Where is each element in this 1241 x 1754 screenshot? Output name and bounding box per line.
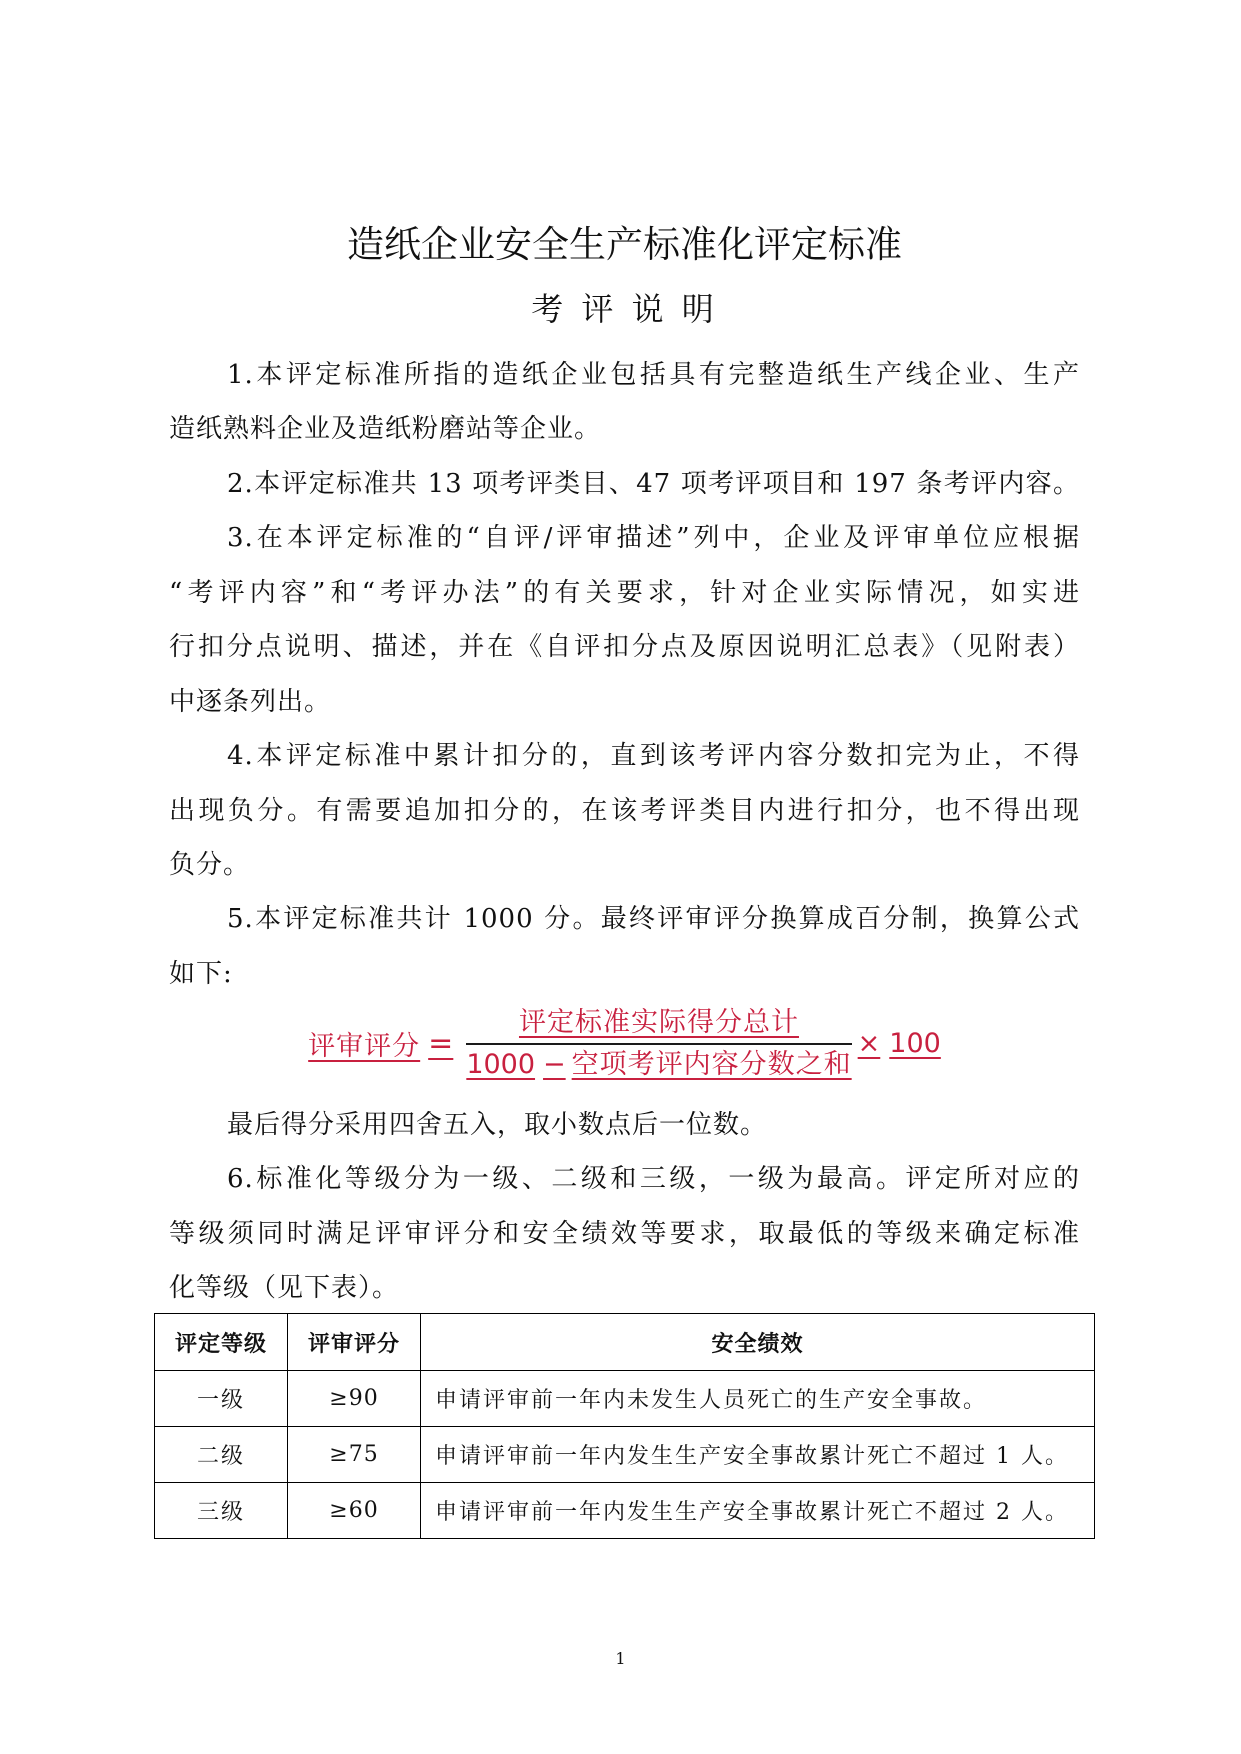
grade-table — [154, 1313, 1095, 1539]
formula-multiplier: 100 — [889, 1028, 941, 1059]
paragraph-line: 中逐条列出。 — [169, 686, 332, 717]
paragraph-line: 1.本评定标准所指的造纸企业包括具有完整造纸生产线企业、生产 — [227, 360, 1080, 390]
paragraph-line: 造纸熟料企业及造纸粉磨站等企业。 — [169, 414, 602, 445]
paragraph-line: “考评内容”和“考评办法”的有关要求，针对企业实际情况，如实进 — [169, 577, 1080, 608]
paragraph-line: 2.本评定标准共 13 项考评类目、47 项考评项目和 197 条考评内容。 — [227, 468, 1080, 499]
paragraph-line: 4.本评定标准中累计扣分的，直到该考评内容分数扣完为止，不得 — [227, 741, 1080, 772]
formula-denominator — [466, 1045, 851, 1085]
formula-minus: − — [543, 1048, 566, 1080]
cell-grade: 一级 — [155, 1371, 288, 1427]
paragraph-line: 最后得分采用四舍五入，取小数点后一位数。 — [227, 1110, 768, 1140]
cell-performance: 申请评审前一年内发生生产安全事故累计死亡不超过 1 人。 — [421, 1427, 1095, 1483]
table-row — [155, 1483, 1095, 1539]
paragraph-line: 化等级（见下表）。 — [169, 1273, 400, 1304]
header-score: 评审评分 — [288, 1314, 421, 1371]
formula-lhs: 评审评分 — [308, 1031, 421, 1062]
paragraph-line: 等级须同时满足评审评分和安全绩效等要求，取最低的等级来确定标准 — [169, 1218, 1080, 1249]
cell-score: ≥75 — [288, 1427, 421, 1483]
formula-numerator: 评定标准实际得分总计 — [518, 1006, 799, 1038]
header-grade: 评定等级 — [155, 1314, 288, 1371]
paragraph-2 — [169, 457, 1080, 511]
table-header-row — [155, 1314, 1095, 1371]
formula-denominator-term: 空项考评内容分数之和 — [571, 1048, 852, 1080]
header-safety-performance: 安全绩效 — [421, 1314, 1095, 1371]
score-formula — [169, 995, 1080, 1092]
cell-performance: 申请评审前一年内发生生产安全事故累计死亡不超过 2 人。 — [421, 1483, 1095, 1539]
paragraph-line: 如下: — [169, 958, 233, 989]
section-heading: 考 评 说 明 — [531, 290, 718, 328]
formula-fraction — [466, 1003, 851, 1085]
paragraph-line: 负分。 — [169, 849, 251, 880]
table-row — [155, 1371, 1095, 1427]
paragraph-line: 出现负分。有需要追加扣分的，在该考评类目内进行扣分，也不得出现 — [169, 795, 1080, 826]
paragraph-3 — [169, 511, 1080, 729]
body-text — [169, 348, 1080, 1001]
body-text-continued — [169, 1098, 1080, 1316]
cell-score: ≥60 — [288, 1483, 421, 1539]
formula-times: × — [857, 1028, 881, 1059]
cell-grade: 二级 — [155, 1427, 288, 1483]
table-row — [155, 1427, 1095, 1483]
paragraph-line: 行扣分点说明、描述，并在《自评扣分点及原因说明汇总表》（见附表） — [169, 632, 1080, 663]
paragraph-line: 3.在本评定标准的“自评/评审描述”列中，企业及评审单位应根据 — [227, 523, 1080, 554]
page-number: 1 — [615, 1649, 626, 1668]
document-title: 造纸企业安全生产标准化评定标准 — [347, 223, 902, 266]
paragraph-4 — [169, 729, 1080, 892]
paragraph-line: 6.标准化等级分为一级、二级和三级，一级为最高。评定所对应的 — [227, 1164, 1080, 1195]
rounding-note — [169, 1098, 1080, 1152]
paragraph-1 — [169, 348, 1080, 457]
formula-equals: = — [428, 1026, 454, 1061]
paragraph-5 — [169, 892, 1080, 1001]
cell-grade: 三级 — [155, 1483, 288, 1539]
formula-denominator-total: 1000 — [466, 1048, 536, 1080]
cell-performance: 申请评审前一年内未发生人员死亡的生产安全事故。 — [421, 1371, 1095, 1427]
paragraph-6 — [169, 1152, 1080, 1315]
cell-score: ≥90 — [288, 1371, 421, 1427]
paragraph-line: 5.本评定标准共计 1000 分。最终评审评分换算成百分制，换算公式 — [227, 904, 1080, 935]
